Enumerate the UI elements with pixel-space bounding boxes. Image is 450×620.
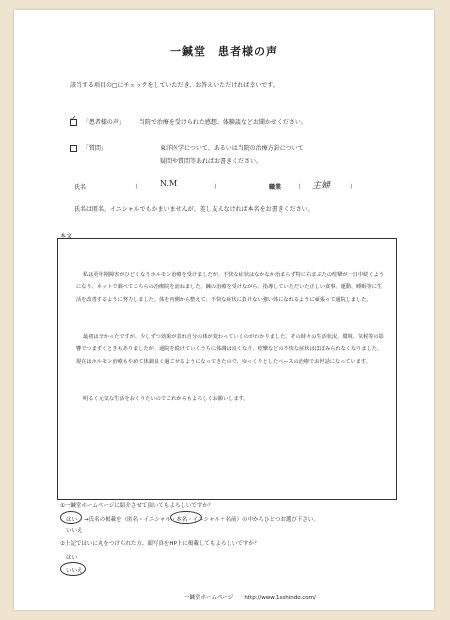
name-open-paren: （ <box>132 184 139 191</box>
option-description-line-2: 疑問や質問等あればお書きください。 <box>160 158 263 165</box>
q1-yes-option[interactable]: はい <box>66 517 78 523</box>
intro-text: 該当する項目の□にチェックをしていただき、お答えいただければ幸いです。 <box>70 82 279 89</box>
q1-no-option[interactable]: いいえ <box>66 528 83 534</box>
q1-yes-circle <box>60 511 82 524</box>
q1-question: ①一鍼堂ホームページに紹介させて頂いてもよろしいですか？ <box>60 503 214 509</box>
checkmark-icon: ✓ <box>70 114 77 123</box>
question-checkbox[interactable] <box>70 145 77 152</box>
body-paragraph: 明るく元気な生活をおくりたいのでこれからもよろしくお願いします。 <box>83 396 249 402</box>
q2-no-circle <box>60 562 86 576</box>
q2-yes-option[interactable]: はい <box>66 555 78 561</box>
option-patient-voice <box>70 114 307 126</box>
job-value[interactable]: 主婦 <box>312 181 331 191</box>
job-label: 職業 <box>269 184 282 191</box>
option-description: 当院で治療を受けられた感想、体験談などお聞かせください。 <box>138 119 307 126</box>
survey-sheet <box>14 10 434 610</box>
footer: 一鍼堂ホームページ http://www.1sshindo.com/ <box>184 595 316 601</box>
q2-no-option[interactable]: いいえ <box>66 568 83 574</box>
name-label: 氏名 <box>74 184 87 191</box>
name-close-paren: ） <box>214 184 221 191</box>
job-open-paren: （ <box>295 184 302 191</box>
option-label: 「患者様の声」 <box>82 119 125 126</box>
body-paragraph: 私は更年期障害がひどくなりホルモン治療を受けましたが、不快な症状はなかなか治まらず特に右まぶたの痙攣が一日中続くようになり、ネットで調べてこちらの治療院を訪ねました。鍼の治療を受けながら、指導していただいた正しい食事、運動、睡眠等に生活を改善するように努力しました。体を内側から整えて、不快な症状に負けない強い体になれるように頑張って通院しました。 <box>76 272 384 303</box>
body-paragraph: 最初は辛かったですが、少しずつ効果が表れ自分の体が変わっていくのがわかりました。その時々の生活状況、環境、気候等の影響でつまずくときもありましたが、通院を続けていくうちに体調は良くなり、痙攣などの不快な症状はほぼみられなくなりました。現在はホルモン治療もやめて体調良く過ごせるようになってきたので、ゆっくりとしたペースの治療でお世話になっています。 <box>76 334 384 365</box>
name-value[interactable]: N.M <box>160 179 178 188</box>
q2-question: ②上記ではいに丸をつけられた方、顔写真をHP上に掲載してもよろしいですか？ <box>60 541 260 547</box>
body-label: 本文 <box>60 233 73 240</box>
option-question <box>70 143 107 152</box>
q1-yes-detail: →氏名の掲載を（匿名・イニシャル・本名・イニシャル＋名前）の中からひとつお選び下さい。 <box>84 517 319 523</box>
page-title: 一鍼堂 患者様の声 <box>170 45 278 58</box>
patient-voice-checkbox[interactable] <box>70 114 77 126</box>
option-description-line-1: 東洋医学について、あるいは当院の治療方針について <box>160 145 304 152</box>
job-close-paren: ） <box>350 184 357 191</box>
option-label: 「質問」 <box>82 145 107 152</box>
q1-initial-circle <box>170 511 202 524</box>
body-text-box[interactable] <box>57 238 397 500</box>
name-note: 氏名は匿名、イニシャルでもかまいませんが、差し支えなければ本名をお書きください。 <box>74 206 314 213</box>
